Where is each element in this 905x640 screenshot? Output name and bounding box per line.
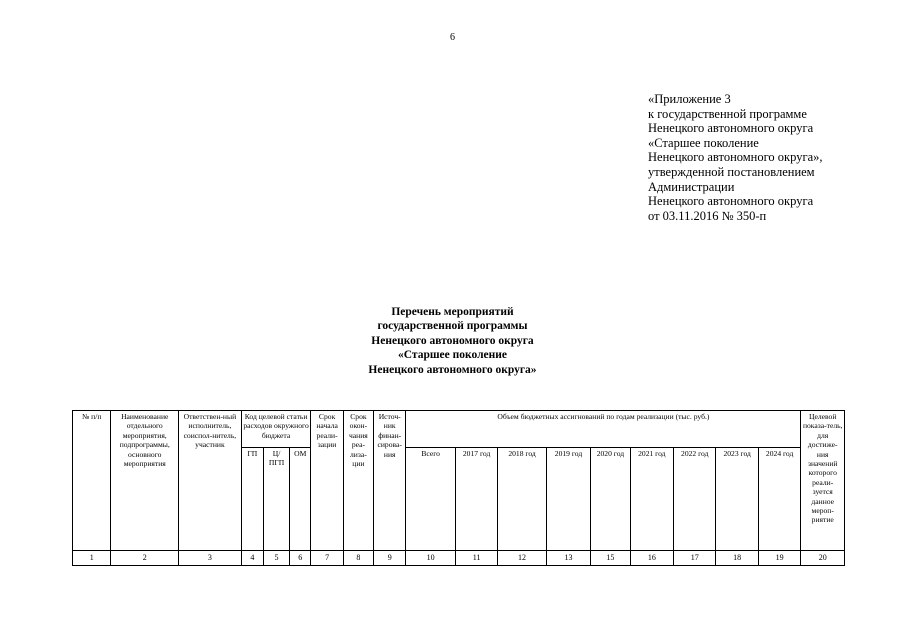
appendix-line: Администрации	[648, 179, 735, 194]
appendix-line: «Приложение 3	[648, 92, 731, 106]
appendix-line: «Старшее поколение	[648, 135, 759, 150]
header-cpgp: Ц/ ПГП	[263, 448, 289, 551]
header-year-2019: 2019 год	[546, 448, 590, 551]
header-measure-name: Наименование отдельного мероприятия, подпрограммы, основного мероприятия	[111, 411, 179, 551]
column-number: 12	[498, 551, 546, 566]
header-budget-allocations: Объем бюджетных ассигнований по годам реализации (тыс. руб.)	[406, 411, 801, 448]
header-year-2022: 2022 год	[674, 448, 716, 551]
header-om: ОМ	[290, 448, 311, 551]
appendix-approval-block	[648, 92, 823, 223]
appendix-line: к государственной программе	[648, 106, 807, 121]
column-number: 20	[801, 551, 845, 566]
column-number: 8	[343, 551, 373, 566]
column-number: 17	[674, 551, 716, 566]
header-year-2018: 2018 год	[498, 448, 546, 551]
column-number: 15	[591, 551, 630, 566]
title-line: Ненецкого автономного округа»	[368, 363, 537, 376]
column-number: 5	[263, 551, 289, 566]
column-number: 7	[311, 551, 343, 566]
page-number: 6	[450, 32, 455, 43]
header-responsible: Ответствен-ный исполнитель, соиспол-нитель, участник	[179, 411, 242, 551]
column-number: 16	[630, 551, 673, 566]
header-target-indicator: Целевой показа-тель, для достиже-ния значений которого реали-зуется данное мероп-риятие	[801, 411, 845, 551]
column-number: 13	[546, 551, 590, 566]
header-year-2024: 2024 год	[758, 448, 801, 551]
appendix-line: Ненецкого автономного округа»,	[648, 150, 823, 165]
column-number: 19	[758, 551, 801, 566]
column-number: 1	[73, 551, 111, 566]
header-end-date: Срок окон-чания реа-лиза-ции	[343, 411, 373, 551]
appendix-line: от 03.11.2016 № 350-п	[648, 208, 767, 223]
appendix-line: Ненецкого автономного округа	[648, 121, 814, 136]
appendix-line: утвержденной постановлением	[648, 164, 815, 179]
title-line: государственной программы	[377, 320, 528, 333]
appendix-line: Ненецкого автономного округа	[648, 194, 814, 209]
header-total: Всего	[406, 448, 456, 551]
title-line: «Старшее поколение	[398, 349, 507, 362]
header-funding-source: Источ-ник финан-сирова-ния	[374, 411, 406, 551]
column-number: 10	[406, 551, 456, 566]
title-line: Ненецкого автономного округа	[371, 334, 534, 347]
column-number: 3	[179, 551, 242, 566]
column-number: 2	[111, 551, 179, 566]
column-number: 9	[374, 551, 406, 566]
header-num: № п/п	[73, 411, 111, 551]
column-number: 11	[455, 551, 497, 566]
column-number-row	[73, 551, 845, 566]
title-line: Перечень мероприятий	[391, 306, 514, 318]
column-number: 18	[716, 551, 758, 566]
header-year-2021: 2021 год	[630, 448, 673, 551]
column-number: 6	[290, 551, 311, 566]
header-year-2020: 2020 год	[591, 448, 630, 551]
header-year-2023: 2023 год	[716, 448, 758, 551]
measures-table	[72, 410, 845, 566]
table-header-row	[73, 411, 845, 448]
header-budget-code: Код целевой статьи расходов окружного бюджета	[241, 411, 311, 448]
column-number: 4	[241, 551, 263, 566]
header-year-2017: 2017 год	[455, 448, 497, 551]
header-gp: ГП	[241, 448, 263, 551]
document-title	[0, 305, 905, 377]
header-start-date: Срок начала реали-зации	[311, 411, 343, 551]
